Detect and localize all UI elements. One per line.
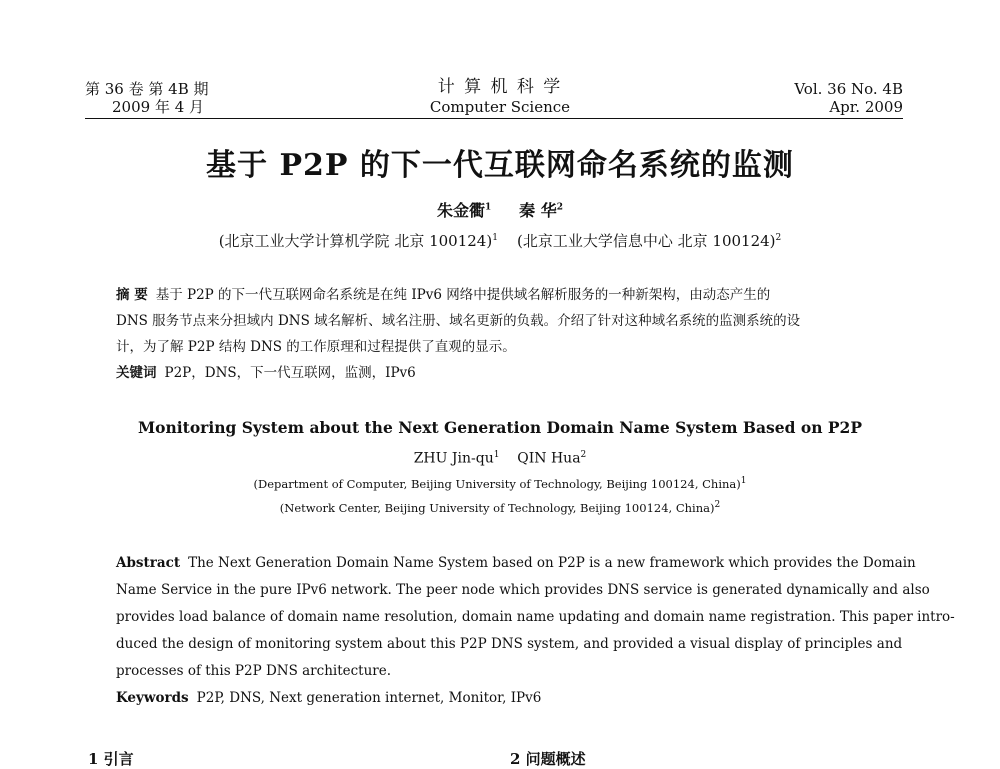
affiliation-1-en: (Department of Computer, Beijing University of Technology, Beijing 100124, China) xyxy=(253,476,741,491)
affiliation-2-en: (Network Center, Beijing University of Technology, Beijing 100124, China) xyxy=(279,500,715,515)
abstract-en-line-4: duced the design of monitoring system about this P2P DNS system, and provided a visual display of principles and xyxy=(116,636,903,652)
paper-title-cn: 基于 P2P 的下一代互联网命名系统的监测 xyxy=(206,148,794,183)
section-1-heading: 1 引言 xyxy=(88,750,134,768)
author-2-en-mark: 2 xyxy=(580,450,587,460)
abstract-en-line-1: The Next Generation Domain Name System based on P2P is a new framework which provides the Domain xyxy=(188,555,916,571)
journal-name-cn: 计 算 机 科 学 xyxy=(437,77,563,97)
abstract-en-line-2: Name Service in the pure IPv6 network. The peer node which provides DNS service is generated dynamically and also xyxy=(116,582,930,598)
abstract-en xyxy=(116,550,955,712)
author-1-en-mark: 1 xyxy=(493,450,500,460)
header-rule xyxy=(85,118,903,119)
author-1-mark: 1 xyxy=(485,202,492,213)
journal-volume-issue: 第 36 卷 第 4B 期 xyxy=(85,80,209,98)
author-1-en: ZHU Jin-qu xyxy=(413,450,494,467)
keywords-cn-label: 关键词 xyxy=(116,365,157,381)
author-2-en: QIN Hua xyxy=(517,450,581,467)
abstract-cn xyxy=(116,282,886,386)
affiliation-1-en-line xyxy=(0,476,1000,491)
affiliation-1-en-mark: 1 xyxy=(740,476,747,486)
section-2-heading: 2 问题概述 xyxy=(510,750,586,768)
keywords-cn-text: P2P，DNS，下一代互联网，监测，IPv6 xyxy=(164,365,416,381)
abstract-en-label: Abstract xyxy=(116,555,181,571)
abstract-cn-line-1: 基于 P2P 的下一代互联网命名系统是在纯 IPv6 网络中提供域名解析服务的一种新架构，由动态产生的 xyxy=(155,287,771,303)
abstract-cn-label: 摘 要 xyxy=(116,287,148,303)
affiliation-2-en-line xyxy=(0,500,1000,515)
abstract-cn-line-2: DNS 服务节点来分担域内 DNS 域名解析、域名注册、域名更新的负载。介绍了针对这种域名系统的监测系统的设 xyxy=(116,313,801,329)
affiliations-cn xyxy=(0,230,1000,251)
author-2-mark: 2 xyxy=(556,202,563,213)
paper-title-en: Monitoring System about the Next Generation Domain Name System Based on P2P xyxy=(138,418,862,437)
author-1-cn: 朱金衢 xyxy=(437,201,486,220)
abstract-en-line-5: processes of this P2P DNS architecture. xyxy=(116,663,392,679)
affiliation-2-en-mark: 2 xyxy=(714,500,721,510)
journal-name-en: Computer Science xyxy=(429,98,571,116)
affiliation-1-cn: (北京工业大学计算机学院 北京 100124) xyxy=(218,232,493,250)
affiliation-1-mark: 1 xyxy=(492,233,498,243)
authors-en xyxy=(0,450,1000,467)
abstract-cn-line-3: 计，为了解 P2P 结构 DNS 的工作原理和过程提供了直观的显示。 xyxy=(116,339,516,355)
abstract-en-line-3: provides load balance of domain name resolution, domain name updating and domain name registration. This paper intro- xyxy=(116,609,955,625)
journal-date-en: Apr. 2009 xyxy=(829,98,903,116)
affiliation-2-mark: 2 xyxy=(775,233,782,243)
authors-cn xyxy=(0,198,1000,221)
journal-date-cn: 2009 年 4 月 xyxy=(112,98,205,116)
author-2-cn: 秦 华 xyxy=(519,201,557,220)
journal-volume-en: Vol. 36 No. 4B xyxy=(794,80,903,98)
affiliation-2-cn: (北京工业大学信息中心 北京 100124) xyxy=(517,232,776,250)
keywords-en-text: P2P, DNS, Next generation internet, Monitor, IPv6 xyxy=(196,690,542,706)
keywords-en-label: Keywords xyxy=(116,690,189,706)
